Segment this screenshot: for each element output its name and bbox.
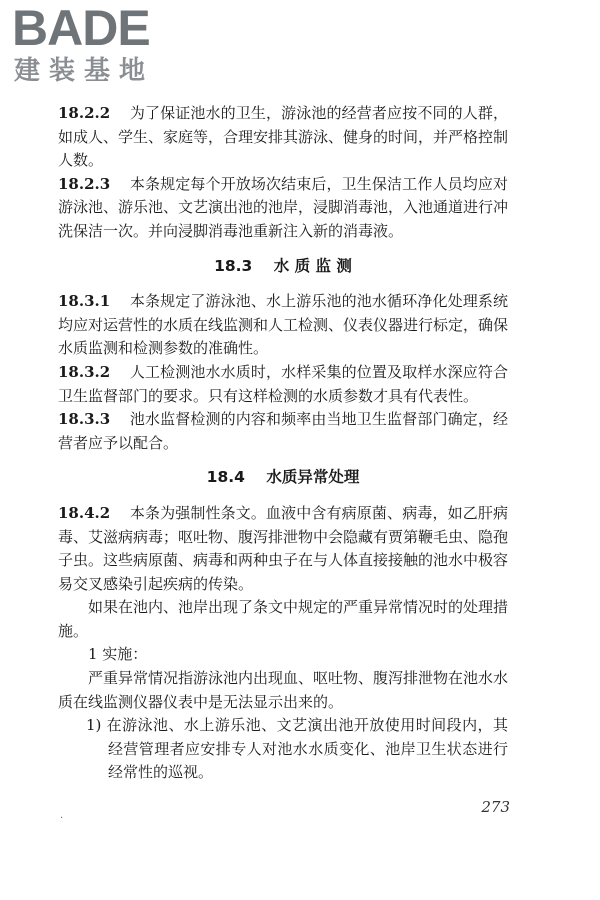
clause-number: 18.3.2: [58, 362, 111, 381]
clause-text: 人工检测池水水质时，水样采集的位置及取样水深应符合卫生监督部门的要求。只有这样检测的水质参数才具有代表性。: [58, 362, 508, 405]
clause-18-2-3: [58, 173, 508, 244]
clause-number: 18.3.1: [58, 292, 111, 311]
clause-number: 18.2.3: [58, 174, 111, 193]
clause-number: 18.2.2: [58, 104, 111, 122]
paragraph-severe-conditions: 严重异常情况指游泳池内出现血、呕吐物、腹泻排泄物在池水水质在线监测仪器仪表中是无法显示出来的。: [58, 669, 509, 711]
clause-18-2-2: [58, 102, 508, 173]
clause-18-3-3: [58, 408, 508, 455]
clause-18-4-2: [58, 502, 508, 596]
list-item-1-label: 1 实施：: [88, 645, 148, 664]
clause-text: 本条规定每个开放场次结束后，卫生保洁工作人员均应对游泳池、游乐池、文艺演出池的池岸，浸脚消毒池，入池通道进行冲洗保洁一次。并向浸脚消毒池重新注入新的消毒液。: [58, 174, 509, 240]
clause-text: 池水监督检测的内容和频率由当地卫生监督部门确定，经营者应予以配合。: [58, 410, 508, 452]
clause-18-3-2: [58, 361, 508, 408]
sub-item-text: 在游泳池、水上游乐池、文艺演出池开放使用时间段内，其经营管理者应安排专人对池水水质变化、池岸卫生状态进行经常性的巡视。: [106, 716, 508, 782]
sub-item-label: 1): [86, 716, 102, 735]
clause-number: 18.4.2: [58, 503, 111, 522]
section-heading-18-4: [58, 466, 508, 490]
section-heading-18-3: [58, 255, 508, 279]
clause-text: 本条规定了游泳池、水上游乐池的池水循环净化处理系统均应对运营性的水质在线监测和人工检测、仪表仪器进行标定，确保水质监测和检测参数的准确性。: [58, 292, 509, 358]
section-title: 水质异常处理: [266, 468, 360, 487]
logo-brand-en: BADE: [12, 0, 150, 56]
clause-text: 本条为强制性条文。血液中含有病原菌、病毒，如乙肝病毒、艾滋病病毒；呕吐物、腹泻排泄物中会隐藏有贾第鞭毛虫、隐孢子虫。这些病原菌、病毒和两种虫子在与人体直接接触的池水中极容易交叉感染引起疾病的传染。: [58, 503, 509, 593]
footer-mark: .: [60, 810, 64, 821]
page-number: 273: [481, 798, 510, 816]
clause-text: 为了保证池水的卫生，游泳池的经营者应按不同的人群，如成人、学生、家庭等，合理安排其游泳、健身的时间，并严格控制人数。: [58, 104, 509, 170]
paragraph-measures: 如果在池内、池岸出现了条文中规定的严重异常情况时的处理措施。: [58, 598, 509, 640]
clause-18-3-1: [58, 290, 508, 361]
sub-item-1: [58, 714, 508, 785]
clause-number: 18.3.3: [58, 410, 111, 429]
section-number: 18.3: [214, 256, 253, 275]
section-title: 水 质 监 测: [273, 256, 352, 275]
section-number: 18.4: [206, 468, 245, 487]
bade-logo: [8, 0, 178, 92]
document-body: [58, 102, 508, 785]
logo-brand-cn: 建装基地: [14, 56, 155, 86]
